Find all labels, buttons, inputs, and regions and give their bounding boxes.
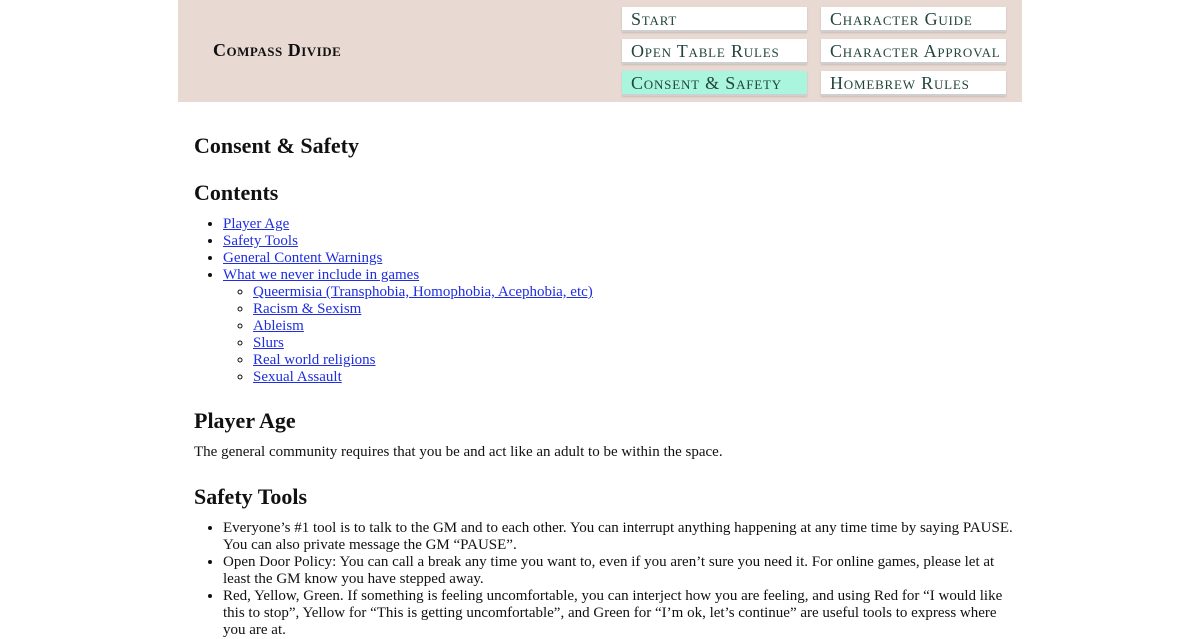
- toc-link-ableism[interactable]: Ableism: [253, 318, 304, 334]
- nav-start[interactable]: Start: [622, 7, 807, 32]
- toc-item: [223, 267, 923, 386]
- player-age-heading: Player Age: [194, 408, 296, 433]
- toc-link-player-age[interactable]: Player Age: [223, 216, 290, 232]
- table-of-contents: [194, 216, 923, 386]
- site-header: [178, 0, 1022, 102]
- toc-item: [223, 250, 923, 267]
- toc-subitem: [253, 284, 923, 301]
- contents-heading: Contents: [194, 180, 279, 205]
- nav-open-table-rules[interactable]: Open Table Rules: [622, 39, 807, 64]
- toc-link-queermisia[interactable]: Queermisia (Transphobia, Homophobia, Acephobia, etc): [253, 284, 593, 300]
- toc-link-slurs[interactable]: Slurs: [253, 335, 284, 351]
- nav-homebrew-rules[interactable]: Homebrew Rules: [821, 71, 1006, 96]
- toc-link-general-content-warnings[interactable]: General Content Warnings: [223, 250, 383, 266]
- site-title[interactable]: Compass Divide: [213, 40, 342, 60]
- toc-link-real-world-religions[interactable]: Real world religions: [253, 352, 376, 368]
- nav-consent-safety[interactable]: Consent & Safety: [622, 71, 807, 96]
- toc-item: [223, 233, 923, 250]
- nav-character-guide[interactable]: Character Guide: [821, 7, 1006, 32]
- toc-link-safety-tools[interactable]: Safety Tools: [223, 233, 298, 249]
- toc-link-sexual-assault[interactable]: Sexual Assault: [253, 369, 342, 385]
- nav-character-approval[interactable]: Character Approval: [821, 39, 1006, 64]
- list-item: • Red, Yellow, Green. If something is feeling uncomfortable, you can interject how you are feeling, and using Red for “I would like this to stop”, Yellow for “This is getting uncomfortable”, and Green for “I’m ok, let’s continue” are useful tools to express where you are at.: [223, 588, 1013, 639]
- toc-link-never-include[interactable]: What we never include in games: [223, 267, 420, 283]
- toc-item: [223, 216, 923, 233]
- list-item: • Open Door Policy: You can call a break any time you want to, even if you aren’t sure you need it. For online games, please let at least the GM know you have stepped away.: [223, 554, 1013, 588]
- safety-tools-list: [194, 520, 1013, 639]
- toc-subitem: [253, 352, 923, 369]
- list-item: • Everyone’s #1 tool is to talk to the GM and to each other. You can interrupt anything happening at any time time by saying PAUSE. You can also private message the GM “PAUSE”.: [223, 520, 1013, 554]
- toc-subitem: [253, 369, 923, 386]
- player-age-text: The general community requires that you be and act like an adult to be within the space.: [194, 444, 723, 460]
- toc-subitem: [253, 301, 923, 318]
- safety-tools-heading: Safety Tools: [194, 484, 308, 509]
- page-title: Consent & Safety: [194, 133, 359, 158]
- toc-subitem: [253, 318, 923, 335]
- toc-link-racism-sexism[interactable]: Racism & Sexism: [253, 301, 362, 317]
- toc-subitem: [253, 335, 923, 352]
- toc-sublist: [223, 284, 923, 386]
